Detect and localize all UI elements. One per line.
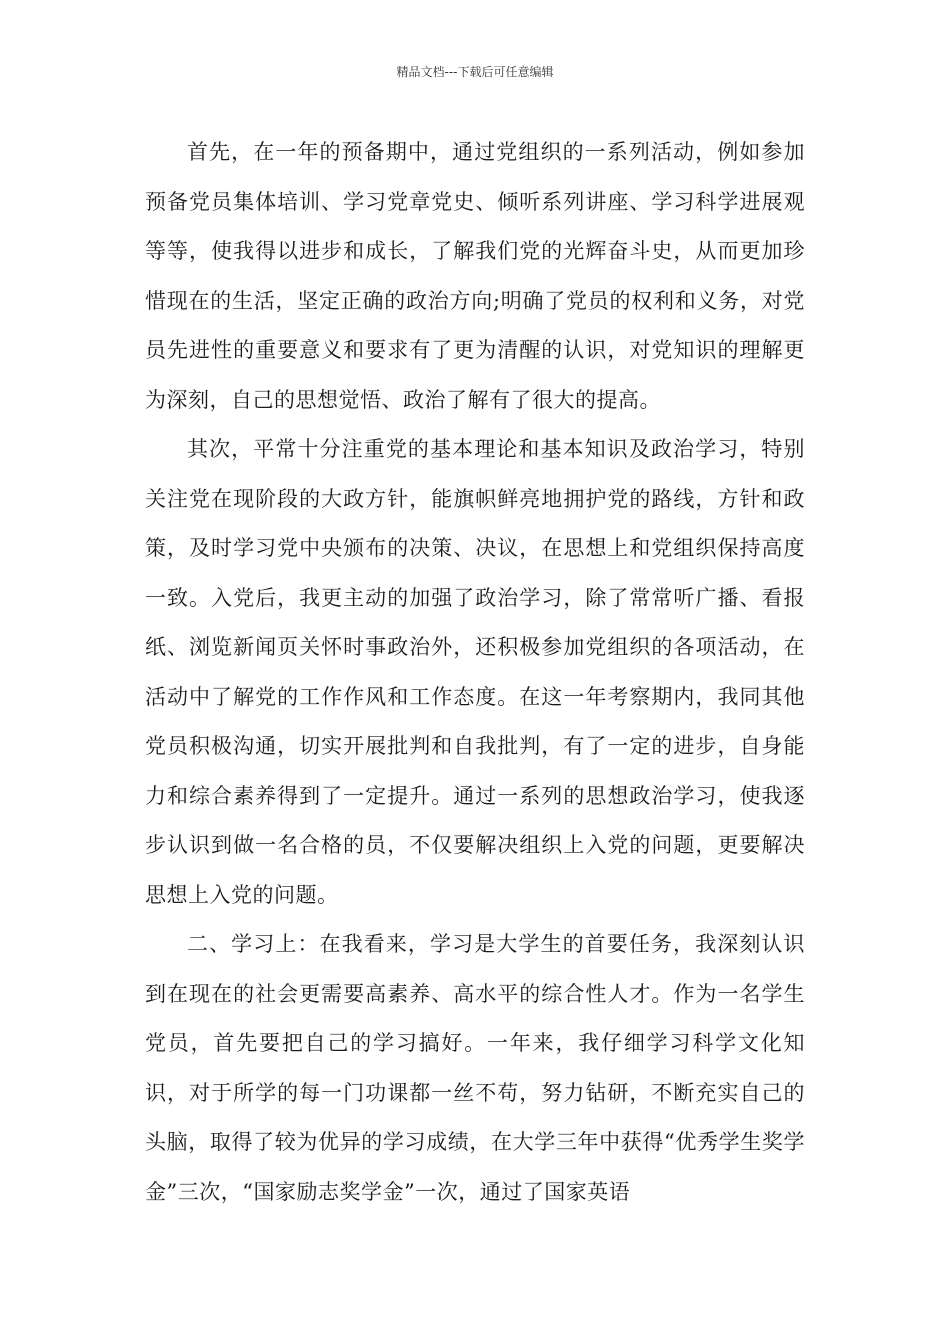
page-header: 精品文档---下载后可任意编辑 [396, 65, 554, 79]
paragraph-1: 首先，在一年的预备期中，通过党组织的一系列活动，例如参加预备党员集体培训、学习党章党史、倾听系列讲座、学习科学进展观等等，使我得以进步和成长，了解我们党的光辉奋斗史，从而更加珍惜现在的生活，坚定正确的政治方向;明确了党员的权利和义务，对党员先进性的重要意义和要求有了更为清醒的认识，对党知识的理解更为深刻，自己的思想觉悟、政治了解有了很大的提高。 [145, 140, 805, 412]
paragraph-3: 二、学习上：在我看来，学习是大学生的首要任务，我深刻认识到在现在的社会更需要高素养、高水平的综合性人才。作为一名学生党员，首先要把自己的学习搞好。一年来，我仔细学习科学文化知识，对于所学的每一门功课都一丝不苟，努力钻研，不断充实自己的头脑，取得了较为优异的学习成绩，在大学三年中获得“优秀学生奖学金”三次，“国家励志奖学金”一次，通过了国家英语 [145, 932, 805, 1204]
paragraph-2: 其次，平常十分注重党的基本理论和基本知识及政治学习，特别关注党在现阶段的大政方针，能旗帜鲜亮地拥护党的路线，方针和政策，及时学习党中央颁布的决策、决议，在思想上和党组织保持高度一致。入党后，我更主动的加强了政治学习，除了常常听广播、看报纸、浏览新闻页关怀时事政治外，还积极参加党组织的各项活动，在活动中了解党的工作作风和工作态度。在这一年考察期内，我同其他党员积极沟通，切实开展批判和自我批判，有了一定的进步，自身能力和综合素养得到了一定提升。通过一系列的思想政治学习，使我逐步认识到做一名合格的员，不仅要解决组织上入党的问题，更要解决思想上入党的问题。 [145, 437, 805, 907]
document-body [145, 128, 805, 1217]
